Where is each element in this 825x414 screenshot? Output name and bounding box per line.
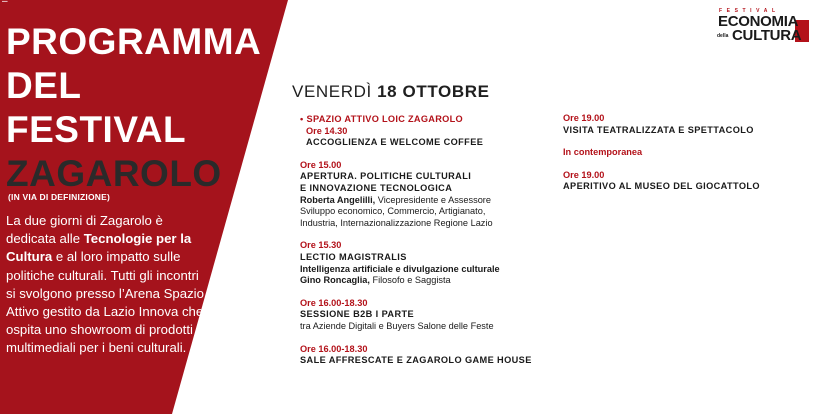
- logo-festival: FESTIVAL: [719, 8, 780, 14]
- event-title: VISITA TEATRALIZZATA E SPETTACOLO: [563, 124, 754, 135]
- event-time: Ore 16.00-18.30: [300, 297, 368, 308]
- schedule-column-1: [300, 114, 560, 378]
- speaker-role: Industria, Internazionalizzazione Regione Lazio: [300, 217, 493, 228]
- date-value: 18 OTTOBRE: [377, 82, 490, 101]
- corner-mark: –: [2, 0, 8, 7]
- desc-text-1: La due giorni di Zagarolo è dedicata alle: [6, 213, 163, 247]
- festival-logo: [716, 8, 812, 42]
- event-time: Ore 19.00: [563, 113, 605, 123]
- schedule-column-2: [563, 113, 803, 204]
- left-panel: [0, 0, 288, 414]
- city-name: ZAGAROLO: [6, 153, 222, 194]
- event-item: [300, 240, 560, 286]
- speaker-role: Filosofo e Saggista: [369, 275, 451, 286]
- logo-delle: della: [717, 33, 729, 39]
- event-time: Ore 16.00-18.30: [300, 343, 368, 354]
- event-title: E INNOVAZIONE TECNOLOGICA: [300, 182, 453, 193]
- page-title: [6, 20, 261, 196]
- speaker-name: Gino Roncaglia,: [300, 275, 370, 286]
- event-title: SESSIONE B2B I PARTE: [300, 309, 415, 320]
- event-time: Ore 15.00: [300, 159, 342, 170]
- venue-name: SPAZIO ATTIVO LOIC ZAGAROLO: [306, 114, 463, 124]
- event-time: Ore 15.30: [300, 240, 342, 251]
- logo-line-1: ECONOMIA: [718, 13, 799, 30]
- event-item: [300, 160, 560, 230]
- event-time: Ore 14.30: [306, 125, 348, 136]
- event-item: [306, 126, 560, 149]
- speaker-role: Vicepresidente e Assessore: [375, 194, 491, 205]
- event-item: [563, 147, 803, 159]
- description: [6, 212, 206, 358]
- desc-highlight: Tecnologie per la Cultura: [6, 231, 192, 265]
- date-day: VENERDÌ: [292, 82, 372, 101]
- event-speaker: [300, 275, 560, 287]
- concurrent-note: In contemporanea: [563, 147, 643, 158]
- title-text: PROGRAMMA DEL FESTIVAL: [6, 21, 262, 150]
- event-item: [563, 113, 803, 136]
- desc-text-2: e al loro impatto sulle politiche culturali. Tutti gli incontri si svolgono presso l’Arena Spazio Attivo gestito da Lazio Innova che ospita uno showroom di prodotti multimediali per i beni culturali.: [6, 249, 204, 356]
- event-title: SALE AFFRESCATE E ZAGAROLO GAME HOUSE: [300, 355, 532, 366]
- event-topic: Intelligenza artificiale e divulgazione culturale: [300, 263, 500, 274]
- event-title: ACCOGLIENZA E WELCOME COFFEE: [306, 137, 484, 148]
- event-date: [292, 82, 490, 102]
- event-title: APERTURA. POLITICHE CULTURALI: [300, 171, 472, 182]
- logo-line-2: CULTURA: [732, 27, 802, 44]
- subtitle: (IN VIA DI DEFINIZIONE): [8, 192, 111, 202]
- speaker-name: Roberta Angelilli,: [300, 194, 376, 205]
- venue-label: • SPAZIO ATTIVO LOIC ZAGAROLO: [300, 114, 463, 124]
- speaker-role: Sviluppo economico, Commercio, Artigianato,: [300, 206, 486, 217]
- event-title: APERITIVO AL MUSEO DEL GIOCATTOLO: [563, 181, 760, 192]
- event-description: tra Aziende Digitali e Buyers Salone delle Feste: [300, 320, 494, 331]
- event-item: [300, 298, 560, 333]
- event-item: [300, 344, 560, 367]
- event-time: Ore 19.00: [563, 169, 605, 180]
- event-title: LECTIO MAGISTRALIS: [300, 251, 407, 262]
- event-item: [563, 170, 803, 193]
- event-speaker: [300, 195, 560, 207]
